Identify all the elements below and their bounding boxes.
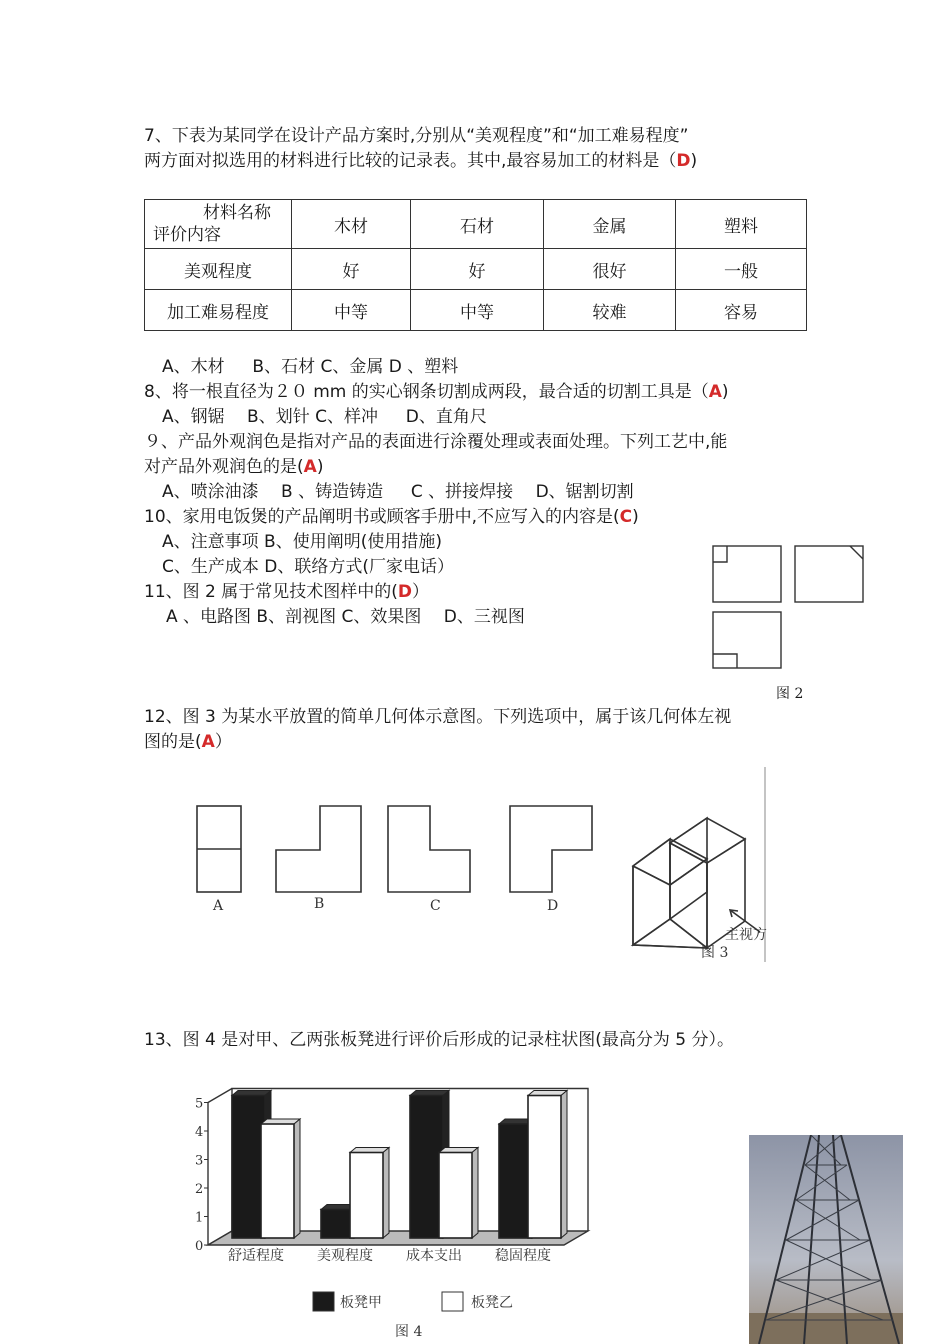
- figure-2-caption: 图 2: [776, 686, 804, 702]
- q11-answer: D: [397, 582, 413, 602]
- q13-text: 13、图 4 是对甲、乙两张板凳进行评价后形成的记录柱状图(最高分为 5 分）。: [144, 1030, 735, 1050]
- bar: [410, 1096, 443, 1239]
- figure-3-caption: 图 3: [701, 945, 729, 961]
- table-row: [145, 249, 807, 290]
- bar: [528, 1096, 561, 1239]
- legend-label-b: 板凳乙: [471, 1295, 513, 1311]
- x-category-label: 舒适程度: [228, 1248, 284, 1264]
- bar: [499, 1124, 532, 1238]
- y-tick-label: 4: [195, 1125, 204, 1140]
- q9-options: A、喷涂油漆 B 、铸造铸造 C 、拼接焊接 D、锯割切割: [162, 482, 634, 502]
- bar-side: [472, 1148, 478, 1239]
- q8-text: 8、将一根直径为２０ mm 的实心钢条切割成两段，最合适的切割工具是（A): [144, 382, 729, 402]
- q9-line2: 对产品外观润色的是(A): [144, 457, 324, 477]
- y-tick-label: 1: [195, 1210, 204, 1226]
- table-header-cell: 石材: [411, 200, 544, 249]
- q10-options-2: C、生产成本 D、联络方式(厂家电话）: [162, 557, 454, 577]
- option-d-view: [510, 806, 592, 892]
- y-tick-label: 2: [195, 1182, 204, 1197]
- chart-top-edge: [208, 1089, 232, 1103]
- bar: [350, 1153, 383, 1239]
- legend-swatch-a: [313, 1292, 334, 1311]
- table-row-label: 美观程度: [145, 249, 292, 290]
- top-view-notch: [713, 654, 737, 668]
- option-b-view: [276, 806, 361, 892]
- y-tick-label: 0: [195, 1239, 204, 1254]
- table-cell: 中等: [411, 290, 544, 331]
- q10-options-1: A、注意事项 B、使用阐明(使用措施): [162, 532, 442, 552]
- chart-legend: [313, 1292, 513, 1311]
- q10-answer: C: [619, 507, 633, 527]
- q7-options: A、木材 B、石材 C、金属 D 、塑料: [162, 357, 459, 377]
- table-cell: 容易: [676, 290, 807, 331]
- q9-answer: A: [303, 457, 317, 477]
- table-cell: 好: [292, 249, 411, 290]
- top-view: [713, 612, 781, 668]
- front-view-direction-label: 主视方: [725, 927, 767, 943]
- option-a-label: A: [213, 898, 224, 914]
- figure-4-caption: 图 4: [395, 1324, 423, 1340]
- x-category-label: 美观程度: [317, 1248, 373, 1264]
- bar-side: [561, 1091, 567, 1239]
- q10-text: 10、家用电饭煲的产品阐明书或顾客手册中,不应写入的内容是(C): [144, 507, 639, 527]
- table-header-row: [145, 200, 807, 249]
- table-header-cell: 金属: [544, 200, 676, 249]
- q7-line2: 两方面对拟选用的材料进行比较的记录表。其中,最容易加工的材料是（D): [144, 151, 698, 171]
- q11-text: 11、图 2 属于常见技术图样中的(D）: [144, 582, 430, 602]
- figure-4-bar-chart: [180, 1075, 640, 1344]
- q7-answer: D: [676, 151, 691, 171]
- q8-answer: A: [708, 382, 722, 402]
- y-tick-label: 5: [195, 1096, 204, 1112]
- table-cell: 一般: [676, 249, 807, 290]
- bar: [261, 1124, 294, 1238]
- table-cell: 很好: [544, 249, 676, 290]
- q12-answer: A: [201, 732, 215, 752]
- bar-side: [294, 1119, 300, 1238]
- bar: [439, 1153, 472, 1239]
- lattice-tower-photo: [749, 1135, 903, 1344]
- q8-options: A、钢锯 B、划针 C、样冲 D、直角尺: [162, 407, 487, 427]
- front-view: [713, 546, 781, 602]
- q11-options: A 、电路图 B、剖视图 C、效果图 D、三视图: [166, 607, 525, 627]
- option-c-view: [388, 806, 470, 892]
- table-corner-cell: 材料名称 评价内容: [145, 200, 292, 249]
- bar: [321, 1210, 354, 1239]
- material-comparison-table: [144, 199, 807, 331]
- option-c-label: C: [430, 898, 441, 914]
- figure-2-three-views: [705, 540, 880, 705]
- side-view: [795, 546, 863, 602]
- table-row: [145, 290, 807, 331]
- table-cell: 中等: [292, 290, 411, 331]
- front-view-notch: [713, 546, 727, 562]
- y-tick-label: 3: [195, 1153, 204, 1169]
- legend-label-a: 板凳甲: [340, 1295, 382, 1311]
- legend-swatch-b: [442, 1292, 463, 1311]
- q9-line1: ９、产品外观润色是指对产品的表面进行涂覆处理或表面处理。下列工艺中,能: [144, 432, 728, 452]
- x-category-label: 稳固程度: [495, 1248, 551, 1264]
- bar-side: [383, 1148, 389, 1239]
- figure-3-views: [180, 762, 780, 972]
- option-d-label: D: [547, 898, 559, 914]
- x-category-label: 成本支出: [406, 1248, 462, 1264]
- table-cell: 较难: [544, 290, 676, 331]
- q12-line1: 12、图 3 为某水平放置的简单几何体示意图。下列选项中，属于该几何体左视: [144, 707, 732, 727]
- bar: [232, 1096, 265, 1239]
- side-view-chamfer: [850, 546, 863, 559]
- table-header-cell: 木材: [292, 200, 411, 249]
- option-b-label: B: [314, 896, 325, 912]
- q7-line1: 7、下表为某同学在设计产品方案时,分别从“美观程度”和“加工难易程度”: [144, 126, 689, 146]
- table-row-label: 加工难易程度: [145, 290, 292, 331]
- table-cell: 好: [411, 249, 544, 290]
- q12-line2: 图的是(A）: [144, 732, 232, 752]
- table-header-cell: 塑料: [676, 200, 807, 249]
